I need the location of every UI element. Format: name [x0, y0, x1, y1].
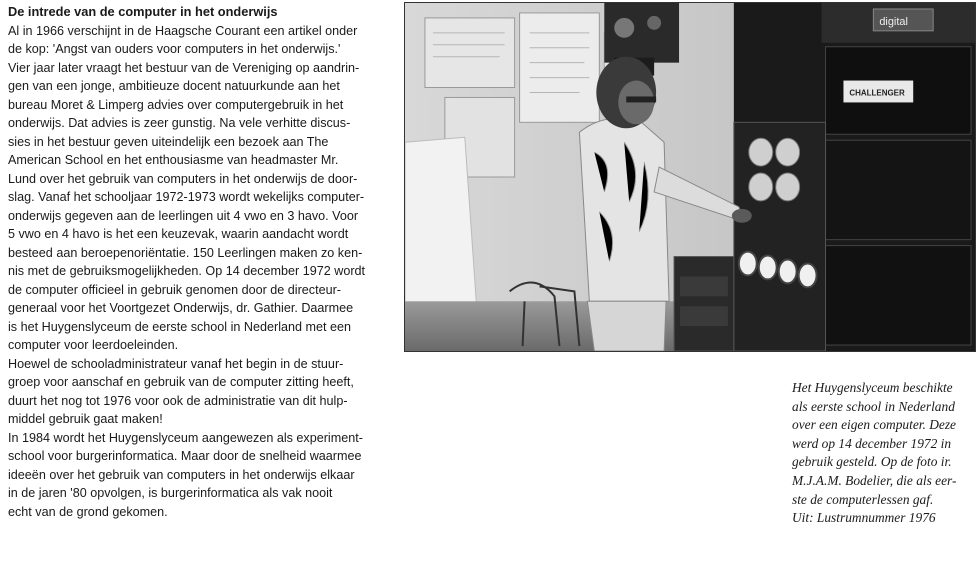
- article-line: gen van een jonge, ambitieuze docent natuurkunde aan het: [8, 79, 340, 93]
- caption-line: over een eigen computer. Deze: [792, 417, 956, 433]
- article-line: Hoewel de schooladministrateur vanaf het begin in de stuur-: [8, 356, 344, 371]
- article-line: school voor burgerinformatica. Maar door de snelheid waarmee: [8, 449, 362, 463]
- article-line: In 1984 wordt het Huygenslyceum aangewezen als experiment-: [8, 430, 363, 445]
- article-line: onderwijs. Dat advies is zeer gunstig. Na vele verhitte discus-: [8, 116, 351, 130]
- article-line: onderwijs gegeven aan de leerlingen uit 4 vwo en 3 havo. Voor: [8, 208, 359, 223]
- article-line: Vier jaar later vraagt het bestuur van de Vereniging op aandrin-: [8, 60, 360, 75]
- article-line: de computer officieel in gebruik genomen door de directeur-: [8, 282, 341, 297]
- article-line: 5 vwo en 4 havo is het een keuzevak, waarin aandacht wordt: [8, 227, 349, 241]
- article-line: American School en het enthousiasme van headmaster Mr.: [8, 153, 339, 167]
- article-line: duurt het nog tot 1976 voor ook de administratie van dit hulp-: [8, 393, 348, 408]
- caption-line: werd op 14 december 1972 in: [792, 435, 952, 451]
- caption-line: als eerste school in Nederland: [792, 398, 955, 414]
- caption-line: M.J.A.M. Bodelier, die als eer-: [792, 472, 957, 488]
- article-line: groep voor aanschaf en gebruik van de computer zitting heeft,: [8, 375, 354, 389]
- article-heading: De intrede van de computer in het onderwijs: [8, 4, 278, 19]
- article-line: Al in 1966 verschijnt in de Haagsche Courant een artikel onder: [8, 23, 358, 38]
- article-line: sies in het bestuur geven uiteindelijk een bezoek aan The: [8, 134, 329, 149]
- panel-label-challenger: CHALLENGER: [849, 88, 905, 98]
- article-line: nis met de gebruiksmogelijkheden. Op 14 december 1972 wordt: [8, 264, 366, 278]
- caption-line: ste de computerlessen gaf.: [792, 491, 934, 507]
- photo-caption: [792, 379, 972, 528]
- article-line: slag. Vanaf het schooljaar 1972-1973 wordt wekelijks computer-: [8, 190, 365, 204]
- article-line: in de jaren '80 opvolgen, is burgerinformatica als vak nooit: [8, 486, 333, 500]
- article-line: echt van de grond gekomen.: [8, 504, 168, 519]
- article-line: bureau Moret & Limperg advies over computergebruik in het: [8, 97, 344, 112]
- caption-line: Uit: Lustrumnummer 1976: [792, 510, 936, 526]
- photo-illustration: [405, 3, 975, 351]
- article-line: ideeën over het gebruik van computers in het onderwijs elkaar: [8, 467, 355, 482]
- article-line: de kop: 'Angst van ouders voor computers in het onderwijs.': [8, 42, 341, 56]
- article-line: computer voor leerdoeleinden.: [8, 338, 179, 352]
- panel-label-digital: digital: [879, 15, 908, 28]
- article-line: generaal voor het Voortgezet Onderwijs, dr. Gathier. Daarmee: [8, 301, 354, 315]
- article-line: middel gebruik gaat maken!: [8, 412, 163, 426]
- article-column: [8, 3, 390, 521]
- computer-photo: [404, 2, 976, 352]
- article-line: besteed aan beroepenoriëntatie. 150 Leerlingen maken zo ken-: [8, 245, 363, 260]
- caption-line: Het Huygenslyceum beschikte: [792, 380, 953, 395]
- article-body: [8, 22, 390, 522]
- article-line: Lund over het gebruik van computers in het onderwijs de door-: [8, 171, 358, 186]
- caption-line: gebruik gesteld. Op de foto ir.: [792, 454, 952, 470]
- article-line: is het Huygenslyceum de eerste school in Nederland met een: [8, 319, 352, 334]
